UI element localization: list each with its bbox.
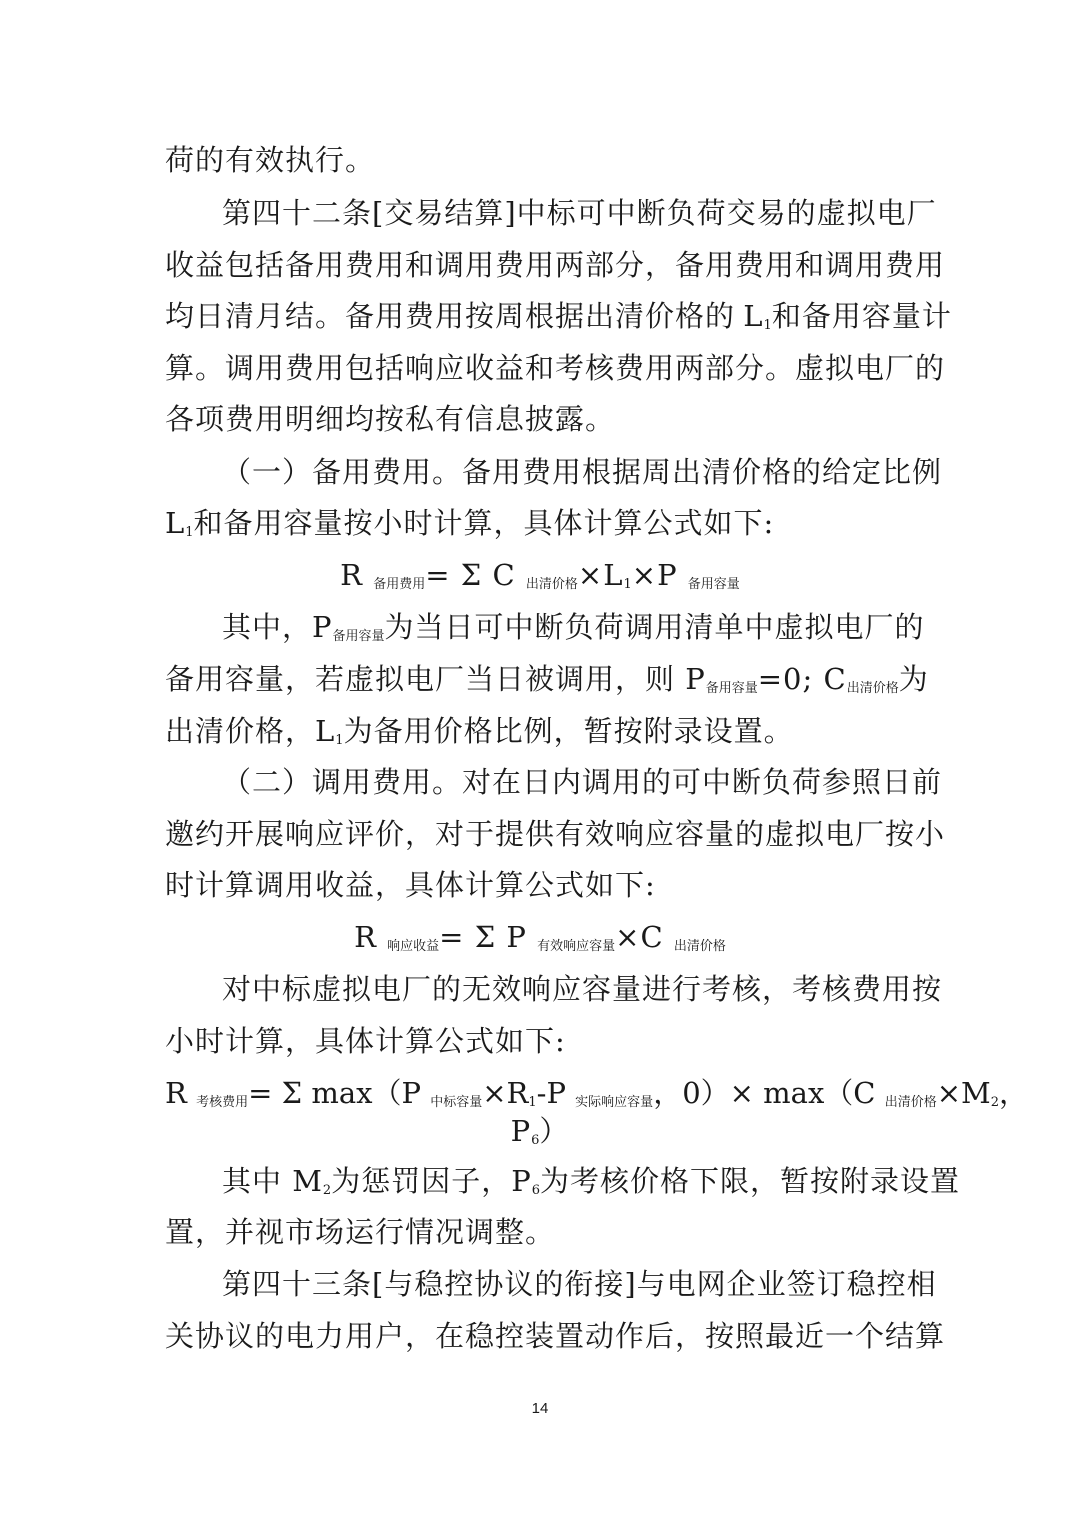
paragraph-line [165,713,915,749]
text-segment: 为 [898,662,929,696]
formula-op: ×R [482,1076,529,1110]
symbol-p: P [510,1114,532,1148]
subscript: 备用容量 [705,681,758,696]
text-segment: 其中 M [222,1164,323,1198]
formula-backup-cost [165,557,915,603]
paragraph-line [165,661,929,707]
paragraph-line [222,971,943,1007]
text-segment: 小时计算，具体计算公式如下: [165,1024,566,1058]
formula-assessment-cost-continued [165,1113,915,1149]
paragraph-line [165,505,915,541]
text-segment: 出清价格， [165,714,316,748]
paragraph-line [165,1023,915,1059]
article-43-heading-line [222,1266,937,1302]
formula-op: ×P [631,558,688,592]
subscript: 1 [763,318,772,333]
symbol-l: L [743,299,764,333]
subscript: 出清价格 [525,577,578,592]
paragraph-line [165,247,946,283]
subscript: 1 [528,1095,537,1110]
formula-op: ×L [577,558,624,592]
formula-op: = Σ C [425,558,526,592]
text-segment: 和备用容量按小时计算，具体计算公式如下: [193,506,775,540]
text-segment: 各项费用明细均按私有信息披露。 [165,402,616,436]
text-segment: 其中，P [222,610,333,644]
text-segment: 第四十二条[交易结算]中标可中断负荷交易的虚拟电厂 [222,196,937,230]
text-segment: 备用容量，若虚拟电厂当日被调用，则 P [165,662,706,696]
symbol-r: R [354,920,377,954]
text-segment: 为考核价格下限，暂按附录设置 [540,1164,961,1198]
paragraph-line [165,1214,915,1250]
subscript: 1 [185,525,194,540]
formula-op: ×M [936,1076,991,1110]
symbol-r: R [340,558,364,592]
paragraph-line [165,142,915,178]
text-segment: 第四十三条[与稳控协议的衔接]与电网企业签订稳控相 [222,1267,937,1301]
formula-op: = Σ P [439,920,538,954]
subscript: 中标容量 [430,1095,483,1110]
formula-op: ） [539,1114,570,1148]
subscript: 出清价格 [673,939,726,954]
paragraph-line [165,350,946,386]
formula-op: ×C [615,920,674,954]
text-segment: =0; C [757,662,847,696]
subscript: 2 [322,1183,332,1198]
page-number: 14 [531,1400,549,1417]
text-segment: 置，并视市场运行情况调整。 [165,1215,556,1249]
text-segment: 荷的有效执行。 [165,143,376,177]
subscript: 考核费用 [196,1095,249,1110]
text-segment: 均日清月结。备用费用按周根据出清价格的 [165,299,736,333]
section-2-heading-line [222,764,943,800]
subscript: 2 [990,1095,1000,1110]
paragraph-line [222,609,925,655]
paragraph-line [165,1318,946,1354]
text-segment: 对中标虚拟电厂的无效响应容量进行考核，考核费用按 [222,972,943,1006]
paragraph-line [165,298,952,335]
text-segment: （二）调用费用。对在日内调用的可中断负荷参照日前 [222,765,943,799]
formula-op: -P [536,1076,576,1110]
text-segment: 时计算调用收益，具体计算公式如下: [165,868,656,902]
paragraph-line [165,401,915,437]
paragraph-line [165,816,946,852]
subscript: 有效响应容量 [537,939,616,954]
subscript: 6 [531,1183,540,1198]
subscript: 实际响应容量 [575,1095,654,1110]
formula-op: = Σ max（P [248,1076,431,1110]
subscript: 备用费用 [373,577,426,592]
subscript: 备用容量 [687,577,740,592]
subscript: 备用容量 [332,629,385,644]
text-segment: 算。调用费用包括响应收益和考核费用两部分。虚拟电厂的 [165,351,946,385]
subscript: 6 [531,1133,540,1148]
formula-op: ，0）× max（C [653,1076,885,1110]
subscript: 1 [623,577,632,592]
text-segment: 为当日可中断负荷调用清单中虚拟电厂的 [384,610,925,644]
text-segment: 为备用价格比例，暂按附录设置。 [343,714,794,748]
symbol-l: L [315,714,336,748]
text-segment: 和备用容量计 [771,299,952,333]
subscript: 出清价格 [884,1095,937,1110]
formula-response-income [165,919,915,965]
text-segment: 邀约开展响应评价，对于提供有效响应容量的虚拟电厂按小 [165,817,946,851]
paragraph-line [165,867,915,903]
text-segment: （一）备用费用。备用费用根据周出清价格的给定比例 [222,455,943,489]
symbol-l: L [165,506,186,540]
text-segment: 收益包括备用费用和调用费用两部分，备用费用和调用费用 [165,248,946,282]
subscript: 1 [335,733,344,748]
paragraph-line [222,1163,961,1199]
subscript: 出清价格 [846,681,899,696]
section-1-heading-line [222,454,943,490]
formula-op: ， [999,1076,1029,1110]
subscript: 响应收益 [387,939,440,954]
article-42-heading-line [222,195,937,231]
text-segment: 为惩罚因子，P [331,1164,532,1198]
text-segment: 关协议的电力用户，在稳控装置动作后，按照最近一个结算 [165,1319,946,1353]
symbol-r: R [165,1076,187,1110]
